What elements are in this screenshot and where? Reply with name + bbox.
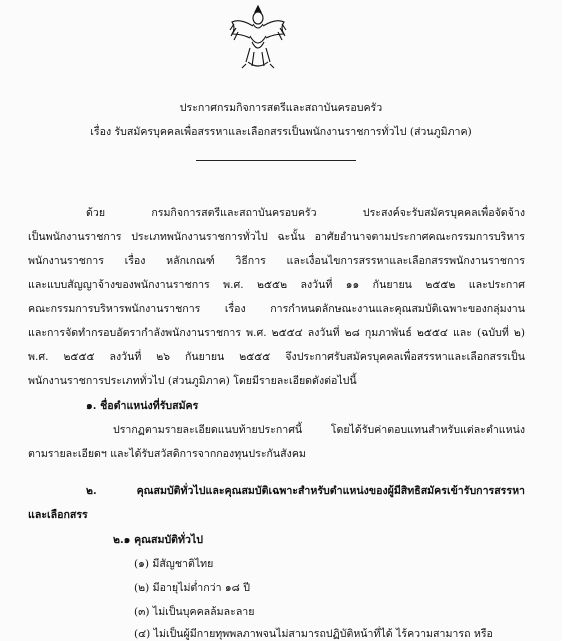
intro-line: คณะกรรมการบริหารพนักงานราชการ เรื่อง การกำหนดลักษณะงานและคุณสมบัติเฉพาะของกลุ่มงาน (28, 303, 525, 315)
announcement-subject: เรื่อง รับสมัครบุคคลเพื่อสรรหาและเลือกสรรเป็นพนักงานราชการทั่วไป (ส่วนภูมิภาค) (90, 126, 472, 138)
intro-line: พ.ศ. ๒๕๕๕ ลงวันที่ ๒๖ กันยายน ๒๕๕๕ จึงประกาศรับสมัครบุคคลเพื่อสรรหาและเลือกสรรเป็น (28, 351, 525, 363)
section-1-line: ตามรายละเอียดฯ และได้รับสวัสดิการจากกองทุนประกันสังคม (28, 448, 306, 460)
intro-line: พนักงานราชการประเภททั่วไป (ส่วนภูมิภาค) โดยมีรายละเอียดดังต่อไปนี้ (28, 375, 357, 387)
garuda-emblem-icon (228, 2, 288, 72)
qualification-item: (๑) มีสัญชาติไทย (134, 558, 214, 570)
intro-line: ด้วย กรมกิจการสตรีและสถาบันครอบครัว ประสงค์จะรับสมัครบุคคลเพื่อจัดจ้าง (86, 207, 525, 219)
qualification-item: (๓) ไม่เป็นบุคคลล้มละลาย (134, 606, 255, 618)
intro-line: พนักงานราชการ เรื่อง หลักเกณฑ์ วิธีการ และเงื่อนไขการสรรหาและเลือกสรรพนักงานราชการ (28, 255, 525, 267)
section-1-heading: ๑. ชื่อตำแหน่งที่รับสมัคร (86, 400, 199, 412)
header-divider (196, 160, 356, 161)
section-2-heading-cont: และเลือกสรร (28, 509, 88, 521)
qualification-item: (๔) ไม่เป็นผู้มีกายทุพพลภาพจนไม่สามารถปฏิบัติหน้าที่ได้ ไร้ความสามารถ หรือ (134, 628, 493, 640)
section-2-1-heading: ๒.๑ คุณสมบัติทั่วไป (113, 534, 204, 546)
intro-line: และการจัดทำกรอบอัตรากำลังพนักงานราชการ พ.ศ. ๒๕๕๔ ลงวันที่ ๒๘ กุมภาพันธ์ ๒๕๕๔ และ (ฉบับที่ ๒) (28, 327, 525, 339)
section-1-line: ปรากฏตามรายละเอียดแนบท้ายประกาศนี้ โดยได้รับค่าตอบแทนสำหรับแต่ละตำแหน่ง (113, 424, 525, 436)
intro-line: เป็นพนักงานราชการ ประเภทพนักงานราชการทั่วไป ฉะนั้น อาศัยอำนาจตามประกาศคณะกรรมการบริหาร (28, 231, 525, 243)
qualification-item: (๒) มีอายุไม่ต่ำกว่า ๑๘ ปี (134, 582, 250, 594)
intro-line: และแบบสัญญาจ้างของพนักงานราชการ พ.ศ. ๒๕๕๒ ลงวันที่ ๑๑ กันยายน ๒๕๕๒ และประกาศ (28, 279, 525, 291)
section-2-heading: ๒. คุณสมบัติทั่วไปและคุณสมบัติเฉพาะสำหรับตำแหน่งของผู้มีสิทธิสมัครเข้ารับการสรรหา (86, 485, 525, 497)
announcement-issuer: ประกาศกรมกิจการสตรีและสถาบันครอบครัว (179, 102, 383, 114)
